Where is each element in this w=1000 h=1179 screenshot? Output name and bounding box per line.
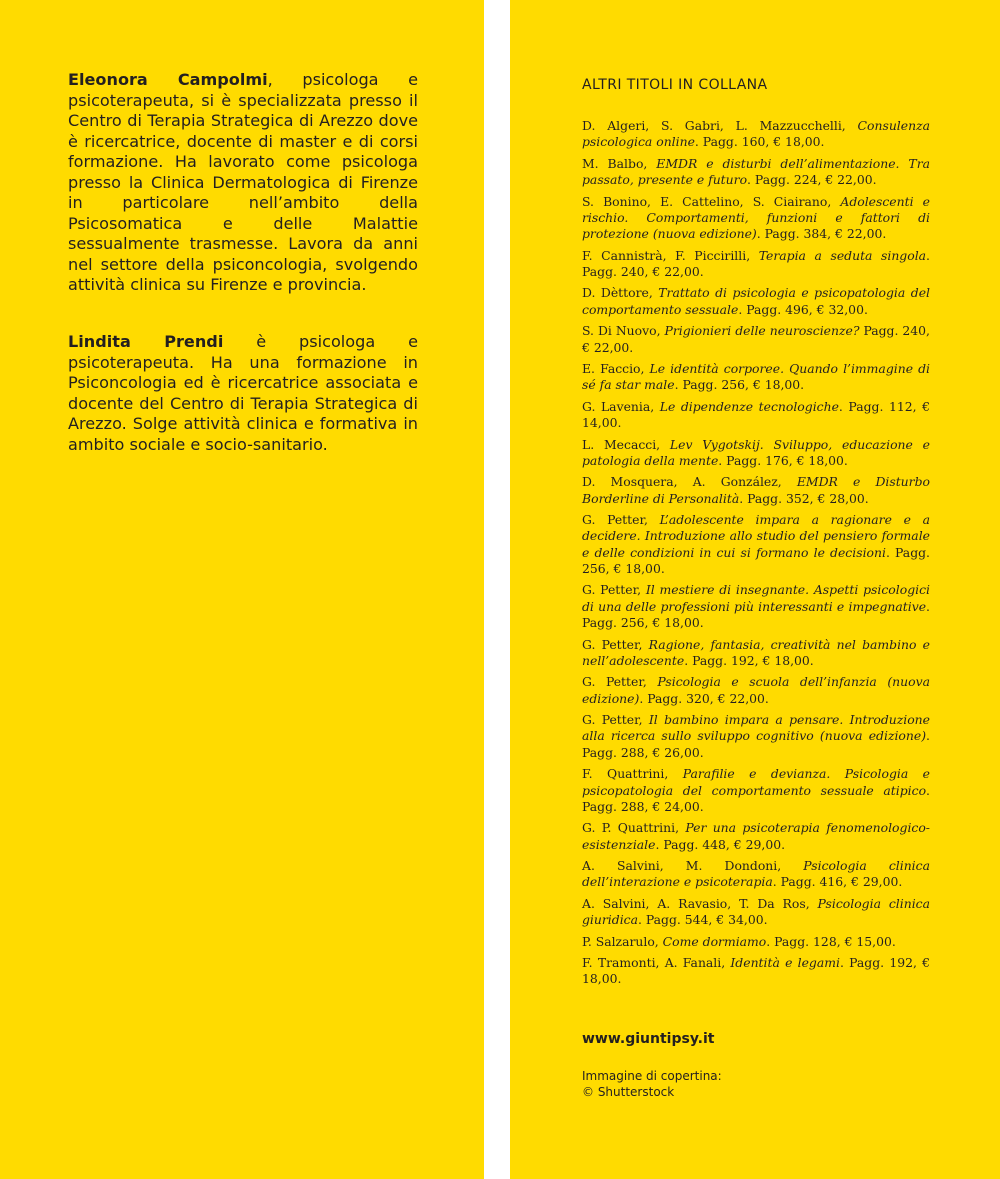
book-title: EMDR e Disturbo Borderline di Personalità [582, 474, 930, 506]
book-title: L’adolescente impara a ragionare e a decidere. Introduzione allo studio del pensiero formale e delle condizioni in cui si formano le decisioni [582, 512, 930, 560]
title-authors: G. Petter, [582, 582, 646, 598]
book-details: . Pagg. 288, € 26,00. [582, 728, 930, 760]
book-details: . Pagg. 256, € 18,00. [582, 598, 930, 631]
author-bio-prendi [68, 332, 418, 455]
author-bio-campolmi [68, 70, 418, 296]
book-title: Come dormiamo [662, 933, 767, 949]
title-authors: F. Cannistrà, F. Piccirilli, [582, 247, 759, 263]
title-authors: S. Di Nuovo, [582, 323, 665, 339]
book-title: Per una psicoterapia fenomenologico-esistenziale [582, 820, 930, 852]
book-title: Consulenza psicologica online [582, 118, 930, 150]
series-title-entry [582, 582, 930, 631]
title-authors: D. Mosquera, A. González, [582, 474, 797, 490]
book-details: . Pagg. 384, € 22,00. [756, 226, 887, 242]
title-authors: D. Dèttore, [582, 285, 659, 301]
series-title-entry [582, 934, 930, 950]
series-title-entry [582, 820, 930, 853]
author-name: Lindita Prendi [68, 332, 224, 351]
series-title-list [582, 118, 930, 993]
series-title-entry [582, 474, 930, 507]
book-title: Il mestiere di insegnante. Aspetti psicologici di una delle professioni più interessanti e impegnative [582, 582, 930, 614]
book-details: . Pagg. 352, € 28,00. [739, 490, 869, 506]
title-authors: G. P. Quattrini, [582, 820, 686, 836]
series-title-entry [582, 248, 930, 281]
book-details: . Pagg. 224, € 22,00. [747, 172, 877, 188]
book-details: . Pagg. 192, € 18,00. [684, 652, 814, 668]
book-details: . Pagg. 544, € 34,00. [637, 912, 768, 928]
book-details: . Pagg. 288, € 24,00. [582, 782, 930, 814]
series-title-entry [582, 437, 930, 470]
series-title-entry [582, 361, 930, 394]
series-title-entry [582, 118, 930, 151]
series-title-entry [582, 858, 930, 891]
title-authors: A. Salvini, M. Dondoni, [582, 858, 804, 874]
cover-credit-source: © Shutterstock [582, 1085, 675, 1099]
title-authors: S. Bonino, E. Cattelino, S. Ciairano, [582, 193, 841, 209]
book-details: . Pagg. 320, € 22,00. [639, 690, 769, 706]
title-authors: M. Balbo, [582, 155, 657, 171]
book-title: Adolescenti e rischio. Comportamenti, funzioni e fattori di protezione (nuova edizione) [582, 193, 930, 242]
book-title: Terapia a seduta singola [758, 247, 927, 263]
title-authors: P. Salzarulo, [582, 933, 663, 949]
book-title: EMDR e disturbi dell’alimentazione. Tra passato, presente e futuro [582, 155, 930, 188]
book-details: . Pagg. 256, € 18,00. [582, 544, 930, 576]
book-title: Trattato di psicologia e psicopatologia del comportamento sessuale [582, 285, 930, 317]
title-authors: E. Faccio, [582, 360, 650, 376]
book-details: . Pagg. 160, € 18,00. [694, 134, 825, 150]
author-bio-text: , psicologa e psicoterapeuta, si è specializzata presso il Centro di Terapia Strategica di Arezzo dove è ricercatrice, docente di master e di corsi formazione. Ha lavorato come psicologa presso la Clinica Dermatologica di Firenze in particolare nell’ambito della Psicosomatica e delle Malattie sessualmente trasmesse. Lavora da anni nel settore della psiconcologia, svolgendo attività clinica su Firenze e provincia. [68, 70, 418, 294]
series-title-entry [582, 285, 930, 318]
series-title-entry [582, 955, 930, 988]
book-details: . Pagg. 128, € 15,00. [766, 933, 896, 949]
book-details: . Pagg. 256, € 18,00. [674, 377, 805, 393]
series-title-entry [582, 637, 930, 670]
book-title: Lev Vygotskij. Sviluppo, educazione e patologia della mente [582, 436, 930, 468]
series-title-entry [582, 766, 930, 815]
series-title-entry [582, 323, 930, 356]
title-authors: G. Petter, [582, 512, 660, 528]
title-authors: L. Mecacci, [582, 436, 670, 452]
website-link[interactable]: www.giuntipsy.it [582, 1031, 715, 1047]
book-title: Il bambino impara a pensare. Introduzione alla ricerca sullo sviluppo cognitivo (nuova edizione) [582, 712, 930, 744]
book-details: . Pagg. 192, € 18,00. [582, 955, 931, 987]
left-flap [0, 0, 484, 1179]
book-details: . Pagg. 448, € 29,00. [655, 836, 786, 852]
book-details: Pagg. 240, € 22,00. [582, 323, 930, 355]
book-details: . Pagg. 496, € 32,00. [738, 301, 868, 317]
series-title-entry [582, 512, 930, 577]
series-title-entry [582, 399, 930, 432]
book-details: . Pagg. 240, € 22,00. [582, 247, 930, 279]
series-title-entry [582, 674, 930, 707]
book-details: . Pagg. 176, € 18,00. [718, 452, 848, 468]
title-authors: G. Petter, [582, 712, 649, 728]
right-flap [510, 0, 1000, 1179]
title-authors: D. Algeri, S. Gabri, L. Mazzucchelli, [582, 118, 858, 133]
title-authors: G. Lavenia, [582, 398, 660, 414]
title-authors: G. Petter, [582, 674, 658, 690]
author-bio-text: è psicologa e psicoterapeuta. Ha una formazione in Psiconcologia ed è ricercatrice associata e docente del Centro di Terapia Strategica di Arezzo. Solge attività clinica e formativa in ambito sociale e socio-sanitario. [68, 332, 418, 454]
book-details: . Pagg. 112, € 14,00. [582, 398, 930, 431]
book-title: Psicologia clinica dell’interazione e psicoterapia [582, 858, 930, 890]
cover-credit [582, 1068, 722, 1100]
series-heading: ALTRI TITOLI IN COLLANA [582, 77, 768, 93]
series-title-entry [582, 896, 930, 929]
author-name: Eleonora Campolmi [68, 70, 268, 89]
series-title-entry [582, 712, 930, 761]
title-authors: G. Petter, [582, 636, 649, 652]
book-title: Ragione, fantasia, creatività nel bambino e nell’adolescente [582, 636, 930, 668]
book-title: Le identità corporee. Quando l’immagine di sé fa star male [582, 360, 930, 393]
book-title: Psicologia e scuola dell’infanzia (nuova edizione) [582, 674, 930, 706]
book-details: . Pagg. 416, € 29,00. [772, 874, 903, 890]
title-authors: F. Tramonti, A. Fanali, [582, 955, 731, 971]
series-title-entry [582, 194, 930, 243]
book-title: Identità e legami [730, 955, 840, 971]
cover-credit-label: Immagine di copertina: [582, 1069, 722, 1083]
book-title: Psicologia clinica giuridica [582, 895, 930, 928]
book-title: Le dipendenze tecnologiche [659, 398, 839, 414]
book-title: Parafilie e devianza. Psicologia e psicopatologia del comportamento sessuale atipico [582, 766, 930, 798]
series-title-entry [582, 156, 930, 189]
title-authors: F. Quattrini, [582, 766, 683, 782]
title-authors: A. Salvini, A. Ravasio, T. Da Ros, [582, 895, 818, 911]
book-title: Prigionieri delle neuroscienze? [664, 323, 860, 339]
